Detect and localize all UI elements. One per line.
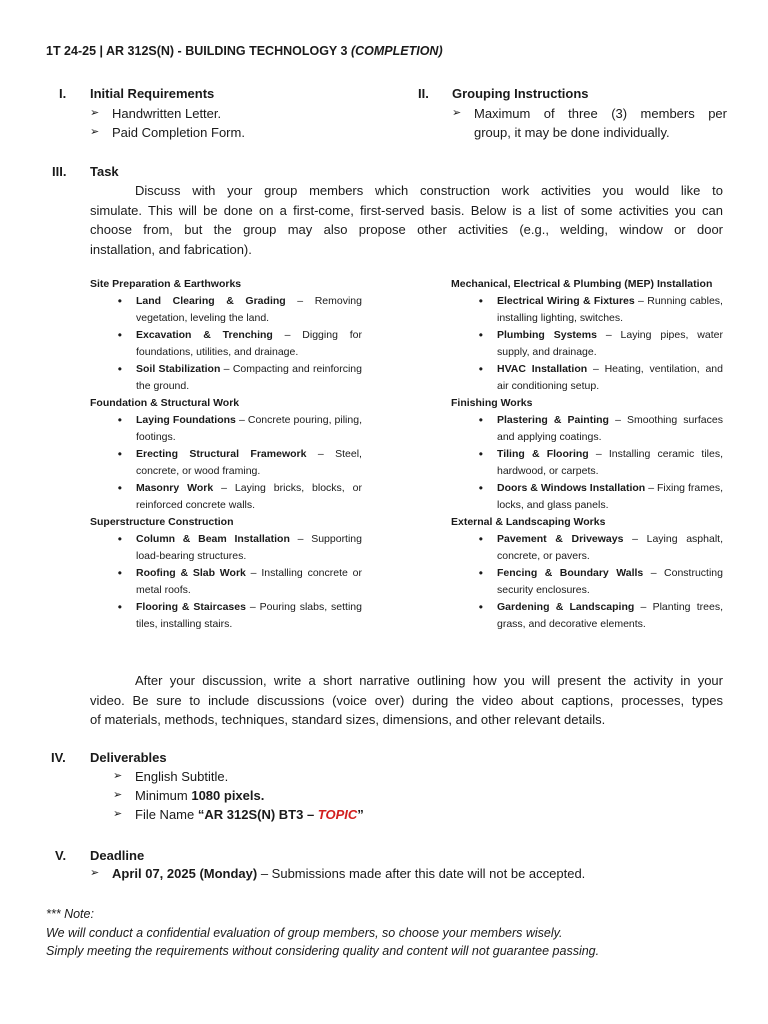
activity-item: • Erecting Structural Framework – Steel, concrete, or wood framing. <box>90 446 362 480</box>
topic-placeholder: TOPIC <box>317 807 358 822</box>
list-item: ➢ Paid Completion Form. <box>90 125 245 140</box>
list-item: ➢ Handwritten Letter. <box>90 106 222 121</box>
bullet-icon: • <box>117 532 122 546</box>
activities-right-column <box>451 276 723 633</box>
list-item: ➢ Minimum 1080 pixels. <box>113 788 265 803</box>
list-item-continued: group, it may be done individually. <box>474 125 670 140</box>
activity-item: • Laying Foundations – Concrete pouring, piling, footings. <box>90 412 362 446</box>
section-5-title: Deadline <box>90 848 145 863</box>
activity-item: • Doors & Windows Installation – Fixing frames, locks, and glass panels. <box>451 480 723 514</box>
note-label: *** Note: <box>46 907 94 921</box>
activities-left-column <box>90 276 362 633</box>
bullet-icon: • <box>478 328 483 342</box>
bullet-icon: • <box>478 413 483 427</box>
activity-item: • Gardening & Landscaping – Planting trees, grass, and decorative elements. <box>451 599 723 633</box>
arrow-bullet-icon: ➢ <box>90 126 100 138</box>
section-2-title: Grouping Instructions <box>452 86 589 101</box>
arrow-bullet-icon: ➢ <box>452 107 462 119</box>
bullet-icon: • <box>478 566 483 580</box>
arrow-bullet-icon: ➢ <box>113 789 123 801</box>
completion-tag: (COMPLETION) <box>350 44 443 58</box>
activity-category: External & Landscaping Works <box>451 516 606 528</box>
task-narrative: After your discussion, write a short narrative outlining how you will present the activity in your video. Be sure to include discussions (voice over) during the video about captions, processes, types of materials, methods, techniques, standard sizes, dimensions, and other relevant details. <box>90 673 723 727</box>
activity-category: Mechanical, Electrical & Plumbing (MEP) Installation <box>451 278 713 290</box>
activity-item: • Pavement & Driveways – Laying asphalt, concrete, or pavers. <box>451 531 723 565</box>
section-5-number: V. <box>55 848 67 863</box>
activity-category: Superstructure Construction <box>90 516 234 528</box>
arrow-bullet-icon: ➢ <box>113 808 123 820</box>
bullet-icon: • <box>117 413 122 427</box>
note-block <box>46 905 599 961</box>
bullet-icon: • <box>478 294 483 308</box>
section-2-number: II. <box>418 86 429 101</box>
activity-item: • Excavation & Trenching – Digging for foundations, utilities, and drainage. <box>90 327 362 361</box>
activity-item: • Electrical Wiring & Fixtures – Running cables, installing lighting, switches. <box>451 293 723 327</box>
task-intro: Discuss with your group members which construction work activities you would like to simulate. This will be done on a first-come, first-served basis. Below is a list of some activities you can choose from, but the group may also propose other activities (e.g., welding, window or door installation, and fabrication). <box>90 183 723 257</box>
activity-item: • Land Clearing & Grading – Removing vegetation, leveling the land. <box>90 293 362 327</box>
section-3-number: III. <box>52 164 67 179</box>
bullet-icon: • <box>478 481 483 495</box>
arrow-bullet-icon: ➢ <box>90 867 100 879</box>
bullet-icon: • <box>478 447 483 461</box>
section-1-title: Initial Requirements <box>90 86 215 101</box>
activity-item: • Plumbing Systems – Laying pipes, water supply, and drainage. <box>451 327 723 361</box>
note-line: Simply meeting the requirements without considering quality and content will not guarantee passing. <box>46 944 600 958</box>
activity-item: • Soil Stabilization – Compacting and reinforcing the ground. <box>90 361 362 395</box>
bullet-icon: • <box>478 600 483 614</box>
list-item: ➢ Maximum of three (3) members per <box>452 106 727 121</box>
bullet-icon: • <box>117 600 122 614</box>
note-line: We will conduct a confidential evaluation of group members, so choose your members wisely. <box>46 925 563 940</box>
activity-item: • Column & Beam Installation – Supporting load-bearing structures. <box>90 531 362 565</box>
initial-requirements-list <box>90 104 390 142</box>
activity-category: Foundation & Structural Work <box>90 397 240 409</box>
arrow-bullet-icon: ➢ <box>90 107 100 119</box>
activity-item: • Plastering & Painting – Smoothing surfaces and applying coatings. <box>451 412 723 446</box>
list-item: ➢ English Subtitle. <box>113 769 229 784</box>
activity-item: • HVAC Installation – Heating, ventilation, and air conditioning setup. <box>451 361 723 395</box>
document-header <box>46 44 443 58</box>
bullet-icon: • <box>117 362 122 376</box>
activity-category: Site Preparation & Earthworks <box>90 278 242 290</box>
bullet-icon: • <box>478 362 483 376</box>
course-code: 1T 24-25 | AR 312S(N) - BUILDING TECHNOLOGY 3 <box>46 44 348 58</box>
section-3-title: Task <box>90 164 119 179</box>
activity-item: • Tiling & Flooring – Installing ceramic tiles, hardwood, or carpets. <box>451 446 723 480</box>
section-4-title: Deliverables <box>90 750 167 765</box>
bullet-icon: • <box>117 328 122 342</box>
deadline-list <box>90 864 690 883</box>
arrow-bullet-icon: ➢ <box>113 770 123 782</box>
bullet-icon: • <box>117 447 122 461</box>
deliverables-list <box>113 767 613 824</box>
list-item: ➢ File Name “AR 312S(N) BT3 – TOPIC” <box>113 807 364 822</box>
section-4-number: IV. <box>51 750 66 765</box>
bullet-icon: • <box>117 294 122 308</box>
activity-item: • Flooring & Staircases – Pouring slabs, setting tiles, installing stairs. <box>90 599 362 633</box>
grouping-instructions-list <box>452 104 727 142</box>
bullet-icon: • <box>478 532 483 546</box>
list-item: ➢ April 07, 2025 (Monday) – Submissions made after this date will not be accepted. <box>90 866 586 881</box>
activity-item: • Fencing & Boundary Walls – Constructing security enclosures. <box>451 565 723 599</box>
bullet-icon: • <box>117 481 122 495</box>
activity-category: Finishing Works <box>451 397 533 409</box>
activity-item: • Masonry Work – Laying bricks, blocks, or reinforced concrete walls. <box>90 480 362 514</box>
section-1-number: I. <box>59 86 67 101</box>
bullet-icon: • <box>117 566 122 580</box>
activity-item: • Roofing & Slab Work – Installing concrete or metal roofs. <box>90 565 362 599</box>
